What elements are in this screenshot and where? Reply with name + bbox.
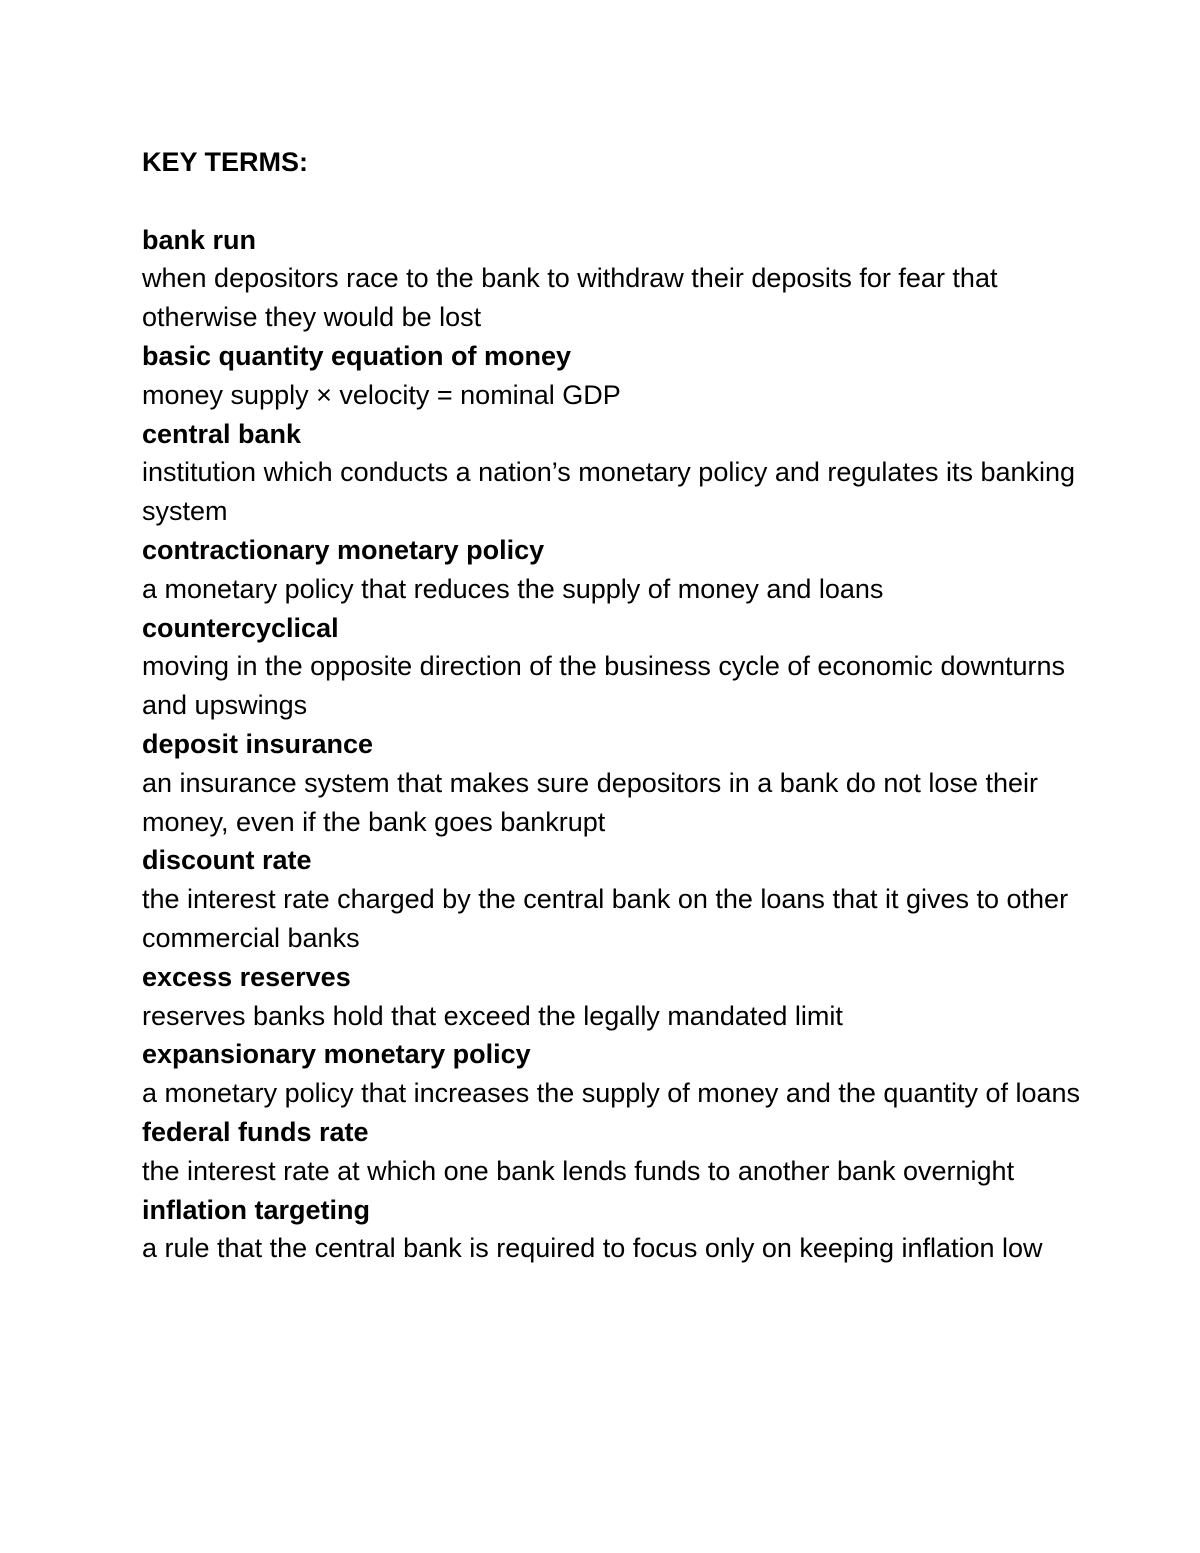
definition-inflation-targeting: a rule that the central bank is required to focus only on keeping inflation low xyxy=(142,1233,1043,1264)
term-contractionary-monetary-policy: contractionary monetary policy xyxy=(142,534,545,565)
definition-deposit-insurance: an insurance system that makes sure depositors in a bank do not lose their money, even if the bank goes bankrupt xyxy=(142,767,1038,837)
definition-countercyclical: moving in the opposite direction of the business cycle of economic downturns and upswings xyxy=(142,651,1066,721)
term-expansionary-monetary-policy: expansionary monetary policy xyxy=(142,1039,531,1070)
definition-central-bank: institution which conducts a nation’s monetary policy and regulates its banking system xyxy=(142,457,1076,527)
definition-expansionary-monetary-policy: a monetary policy that increases the supply of money and the quantity of loans xyxy=(142,1078,1081,1109)
page-heading: KEY TERMS: xyxy=(142,147,309,177)
term-deposit-insurance: deposit insurance xyxy=(142,728,374,759)
term-bank-run: bank run xyxy=(142,224,257,255)
term-countercyclical: countercyclical xyxy=(142,612,339,643)
term-discount-rate: discount rate xyxy=(142,845,312,876)
term-excess-reserves: excess reserves xyxy=(142,961,351,992)
definition-contractionary-monetary-policy: a monetary policy that reduces the supply of money and loans xyxy=(142,573,884,604)
term-central-bank: central bank xyxy=(142,418,302,449)
definition-excess-reserves: reserves banks hold that exceed the legally mandated limit xyxy=(142,1000,843,1031)
term-inflation-targeting: inflation targeting xyxy=(142,1194,370,1225)
definition-federal-funds-rate: the interest rate at which one bank lends funds to another bank overnight xyxy=(142,1155,1015,1186)
definition-discount-rate: the interest rate charged by the central bank on the loans that it gives to other commercial banks xyxy=(142,884,1069,953)
key-terms-list xyxy=(142,143,1082,1268)
term-federal-funds-rate: federal funds rate xyxy=(142,1116,369,1147)
definition-bank-run: when depositors race to the bank to withdraw their deposits for fear that otherwise they would be lost xyxy=(142,263,998,333)
definition-basic-quantity-equation: money supply × velocity = nominal GDP xyxy=(142,379,621,410)
term-basic-quantity-equation: basic quantity equation of money xyxy=(142,340,572,371)
